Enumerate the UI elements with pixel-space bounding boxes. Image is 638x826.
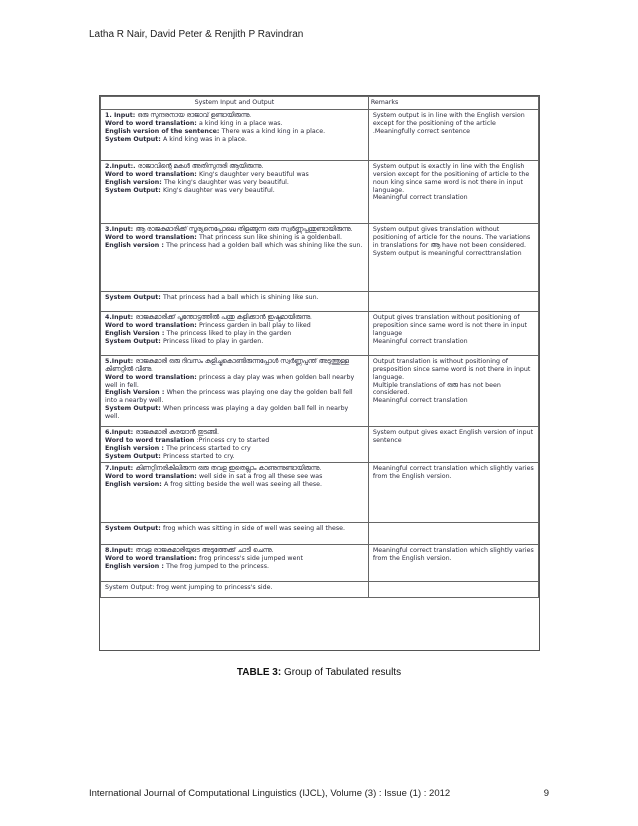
io-text: King's daughter was very beautiful. <box>162 186 275 194</box>
remark-line: System output gives translation without positioning of article for the nouns. The variations in translations for ആ have not been considered. <box>372 226 531 249</box>
io-label: English version : <box>105 444 167 452</box>
remarks-cell <box>368 110 538 161</box>
io-cell <box>101 161 369 224</box>
io-text: രാജകുമാരി കരയാൻ തുടങ്ങി. <box>135 429 220 436</box>
io-text: King's daughter very beautiful was <box>199 170 309 178</box>
io-label: System Output: <box>105 337 163 345</box>
remark-line: Output gives translation without positioning of preposition since same word is not there in input language <box>372 314 528 337</box>
remark-line: Meaningful correct translation <box>372 194 468 202</box>
io-text: ഒരു സുന്ദരനായ രാജാവ് ഉണ്ടായിരുന്നു. <box>137 112 252 119</box>
io-label: English version : <box>105 241 167 249</box>
io-line <box>105 112 364 120</box>
io-text: The princess liked to play in the garden <box>166 329 292 337</box>
io-text: :Princess cry to started <box>196 436 270 444</box>
column-header-remarks: Remarks <box>368 97 538 110</box>
table-row <box>101 224 539 292</box>
table-row <box>101 582 539 598</box>
remark-line: Meaningful correct translation <box>372 337 468 345</box>
column-header-io: System Input and Output <box>101 97 369 110</box>
io-cell <box>101 523 369 545</box>
table-body <box>101 110 539 598</box>
remarks-cell <box>368 356 538 427</box>
table-row <box>101 312 539 356</box>
io-line <box>105 584 364 592</box>
remark-line: System output is in line with the English version except for the positioning of the article <box>372 112 525 127</box>
remarks-cell <box>368 292 538 312</box>
io-text: When the princess was playing one day the golden ball fell into a nearby well. <box>105 389 353 405</box>
io-label: 8.Input: <box>105 547 136 555</box>
footer-journal: International Journal of Computational Linguistics (IJCL), Volume (3) : Issue (1) : 2012 <box>89 788 451 799</box>
results-table <box>100 96 539 598</box>
io-label: 4.Input: <box>105 314 136 321</box>
io-line <box>105 322 364 330</box>
io-line <box>105 563 364 571</box>
io-line <box>105 389 364 405</box>
io-text: System Output: frog went jumping to princess's side. <box>105 584 273 592</box>
io-label: Word to word translation <box>105 436 197 444</box>
io-label: English version: <box>105 178 164 186</box>
table-header-row <box>101 97 539 110</box>
results-table-frame <box>99 95 540 651</box>
running-head-authors: Latha R Nair, David Peter & Renjith P Ravindran <box>89 29 304 40</box>
io-cell <box>101 292 369 312</box>
table-row <box>101 292 539 312</box>
io-text: ആ രാജകുമാരിക്ക് സൂര്യനെപ്പോലെ തിളങ്ങുന്ന ഒരു സ്വർണ്ണപ്പന്തുണ്ടായിരുന്നു. <box>135 226 353 233</box>
remark-line: System output is exactly in line with the English version except for the positioning of article to the noun king since same word is not there in input language. <box>372 163 530 194</box>
io-cell <box>101 427 369 463</box>
io-line <box>105 179 364 187</box>
io-line <box>105 405 364 421</box>
io-label: Word to word translation: <box>105 373 200 381</box>
io-label: English version of the sentence: <box>105 127 222 135</box>
remark-line: .Meaningfully correct sentence <box>372 127 471 135</box>
io-cell <box>101 356 369 427</box>
io-line <box>105 481 364 489</box>
io-text: The frog jumped to the princess. <box>166 563 269 571</box>
remarks-cell <box>368 161 538 224</box>
io-text: a kind king in a place was. <box>199 119 283 127</box>
io-text: princess a day play was when golden ball nearby well in fell. <box>105 373 355 389</box>
io-cell <box>101 224 369 292</box>
io-label: Word to word translation: <box>105 473 200 481</box>
io-line <box>105 445 364 453</box>
io-line <box>105 330 364 338</box>
io-cell <box>101 463 369 523</box>
remarks-cell <box>368 523 538 545</box>
table-row <box>101 427 539 463</box>
io-line <box>105 171 364 179</box>
io-line <box>105 226 364 234</box>
io-text: A kind king was in a place. <box>162 135 247 143</box>
io-text: well side in sat a frog all these see was <box>199 473 323 481</box>
io-cell <box>101 312 369 356</box>
io-text: Princess started to cry. <box>162 452 235 460</box>
io-label: 5.Input: <box>105 358 136 365</box>
remarks-cell <box>368 463 538 523</box>
io-text: That princess had a ball which is shining like sun. <box>162 294 319 301</box>
io-line <box>105 374 364 390</box>
io-text: The princess started to cry <box>166 444 251 452</box>
io-text: രാജകുമാരി ഒരു ദിവസം കളിച്ചുകൊണ്ടിരുന്നപ്പോൾ സ്വർണ്ണപ്പന്ത് അടുത്തുള്ള കിണറ്റിൽ വീണു. <box>105 358 349 373</box>
remarks-cell <box>368 427 538 463</box>
io-label: System Output: <box>105 294 163 301</box>
io-line <box>105 294 364 302</box>
io-cell <box>101 110 369 161</box>
io-label: System Output: <box>105 452 163 460</box>
io-line <box>105 555 364 563</box>
io-label: English Version : <box>105 389 167 397</box>
io-line <box>105 163 364 171</box>
io-cell <box>101 545 369 582</box>
io-label: 6.Input: <box>105 429 136 436</box>
io-text: കിണറ്റിനരികിലിരുന്ന ഒരു തവള ഇതെല്ലാം കാണുന്നുണ്ടായിരുന്നു. <box>135 465 322 473</box>
io-line <box>105 465 364 473</box>
io-text: frog which was sitting in side of well was seeing all these. <box>162 525 345 533</box>
io-label: English version: <box>105 481 164 489</box>
caption-text: Group of Tabulated results <box>281 667 402 678</box>
io-label: Word to word translation: <box>105 321 200 329</box>
io-line <box>105 136 364 144</box>
io-label: 2.Input:. <box>105 163 138 170</box>
io-line <box>105 314 364 322</box>
io-label: System Output: <box>105 186 163 194</box>
table-row <box>101 523 539 545</box>
io-label: 3.Input: <box>105 226 136 233</box>
io-text: Princess garden in ball play to liked <box>199 321 311 329</box>
io-line <box>105 128 364 136</box>
io-label: System Output: <box>105 525 163 533</box>
io-line <box>105 453 364 461</box>
io-line <box>105 437 364 445</box>
io-text: The king's daughter was very beautiful. <box>163 178 289 186</box>
table-row <box>101 110 539 161</box>
io-line <box>105 358 364 374</box>
io-label: 7.Input: <box>105 465 136 473</box>
io-text: A frog sitting beside the well was seeing all these. <box>163 481 323 489</box>
io-text: രാജകുമാരിക്ക് പൂന്തോട്ടത്തിൽ പന്തു കളിക്കാൻ ഇഷ്ടമായിരുന്നു. <box>135 314 312 321</box>
io-label: System Output: <box>105 135 163 143</box>
table-row <box>101 356 539 427</box>
io-line <box>105 120 364 128</box>
remark-line: Meaningful correct translation which slightly varies from the English version. <box>372 465 534 481</box>
remarks-cell <box>368 224 538 292</box>
io-line <box>105 234 364 242</box>
io-text: തവള രാജകുമാരിയുടെ അടുത്തേക്ക് ചാടി ചെന്നു. <box>135 547 274 555</box>
io-line <box>105 242 364 250</box>
remark-line: System output is meaningful correcttranslation <box>372 249 522 257</box>
io-line <box>105 338 364 346</box>
remark-line: Multiple translations of ഒരു has not been considered. <box>372 381 501 397</box>
footer-page-number: 9 <box>543 788 549 799</box>
io-label: English Version : <box>105 329 167 337</box>
caption-label: TABLE 3: <box>236 667 282 678</box>
io-text: frog princess's side jumped went <box>199 555 303 563</box>
io-line <box>105 525 364 533</box>
remark-line: System output gives exact English version of input sentence <box>372 429 534 444</box>
io-label: Word to word translation: <box>105 170 200 178</box>
table-caption <box>0 667 638 678</box>
io-text: There was a kind king in a place. <box>221 127 326 135</box>
io-label: Word to word translation: <box>105 555 200 563</box>
io-text: Princess liked to play in garden. <box>162 337 264 345</box>
remarks-cell <box>368 545 538 582</box>
io-cell <box>101 582 369 598</box>
io-text: That princess sun like shining is a goldenball. <box>199 233 342 241</box>
io-label: 1. Input: <box>105 112 138 119</box>
io-line <box>105 473 364 481</box>
io-text: When princess was playing a day golden ball fell in nearby well. <box>105 405 349 421</box>
io-line <box>105 547 364 555</box>
io-label: System Output: <box>105 405 163 413</box>
table-row <box>101 545 539 582</box>
remark-line: Meaningful correct translation which slightly varies from the English version. <box>372 547 534 563</box>
io-text: The princess had a golden ball which was shining like the sun. <box>166 241 363 249</box>
remark-line: Output translation is without positioning of presposition since same word is not there in input language. <box>372 358 531 381</box>
remark-line: Meaningful correct translation <box>372 397 468 405</box>
io-line <box>105 429 364 437</box>
io-label: Word to word translation: <box>105 119 200 127</box>
io-line <box>105 187 364 195</box>
table-row <box>101 463 539 523</box>
io-text: രാജാവിന്റെ മകൾ അതിസുന്ദരി ആയിരുന്നു. <box>137 163 264 170</box>
io-label: Word to word translation: <box>105 233 200 241</box>
remarks-cell <box>368 582 538 598</box>
remarks-cell <box>368 312 538 356</box>
io-label: English version : <box>105 563 167 571</box>
table-row <box>101 161 539 224</box>
